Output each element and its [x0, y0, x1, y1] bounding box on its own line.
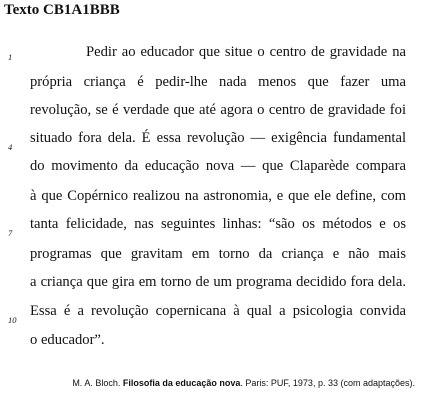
line-number: 7: [8, 228, 13, 238]
text-line: própria criança é pedir-lhe nada menos que fazer uma: [30, 74, 406, 90]
text-line: do movimento da educação nova — que Claparède compara: [30, 158, 406, 174]
source-citation: [72, 378, 415, 388]
text-line: programas que gravitam em torno da criança e não mais: [30, 246, 406, 262]
text-line: o educador”.: [30, 332, 105, 348]
text-title: Texto CB1A1BBB: [4, 2, 120, 18]
line-number: 4: [8, 142, 13, 152]
line-number: 10: [8, 315, 17, 325]
text-line: tanta felicidade, nas seguintes linhas: “são os métodos e os: [30, 216, 406, 232]
source-work: Filosofia da educação nova: [122, 378, 241, 388]
line-number: 1: [8, 52, 13, 62]
text-line: situado fora dela. É essa revolução — exigência fundamental: [30, 130, 406, 146]
text-line: Essa é a revolução copernicana à qual a psicologia convida: [30, 303, 406, 319]
text-line: Pedir ao educador que situe o centro de gravidade na: [86, 44, 406, 60]
source-author: M. A. Bloch.: [72, 378, 121, 388]
source-details: . Paris: PUF, 1973, p. 33 (com adaptações).: [240, 378, 415, 388]
text-line: à que Copérnico realizou na astronomia, e que ele define, com: [30, 188, 406, 204]
text-line: a criança que gira em torno de um programa decidido fora dela.: [30, 274, 406, 290]
text-line: revolução, se é verdade que até agora o centro de gravidade foi: [30, 102, 406, 118]
